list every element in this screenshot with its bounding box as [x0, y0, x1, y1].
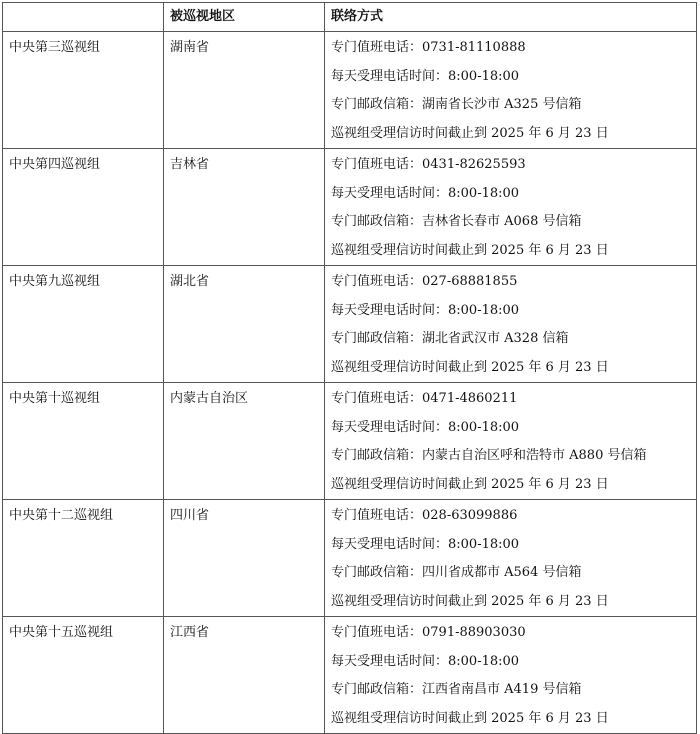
deadline-line: 巡视组受理信访时间截止到 2025 年 6 月 23 日 [331, 125, 609, 141]
group-name-cell: 中央第三巡视组 [3, 32, 164, 149]
hotline-line: 专门值班电话：0731-81110888 [331, 40, 526, 55]
group-name-cell: 中央第九巡视组 [3, 266, 164, 383]
table-row [3, 617, 697, 734]
region-cell: 四川省 [164, 500, 325, 617]
contact-cell [325, 617, 697, 734]
table-row [3, 149, 697, 266]
inspection-contact-table [2, 2, 697, 734]
phone-hours-line: 每天受理电话时间：8:00-18:00 [331, 536, 520, 552]
group-name-cell: 中央第十五巡视组 [3, 617, 164, 734]
region-cell: 吉林省 [164, 149, 325, 266]
table-row [3, 383, 697, 500]
region-cell: 内蒙古自治区 [164, 383, 325, 500]
deadline-line: 巡视组受理信访时间截止到 2025 年 6 月 23 日 [331, 359, 609, 375]
hotline-line: 专门值班电话：0791-88903030 [331, 625, 526, 640]
hotline-line: 专门值班电话：028-63099886 [331, 508, 518, 523]
group-name-cell: 中央第十二巡视组 [3, 500, 164, 617]
contact-cell [325, 32, 697, 149]
deadline-line: 巡视组受理信访时间截止到 2025 年 6 月 23 日 [331, 710, 609, 726]
header-contact: 联络方式 [325, 3, 697, 32]
phone-hours-line: 每天受理电话时间：8:00-18:00 [331, 653, 520, 669]
contact-cell [325, 500, 697, 617]
contact-cell [325, 383, 697, 500]
table-row [3, 500, 697, 617]
group-name-cell: 中央第四巡视组 [3, 149, 164, 266]
mailbox-line: 专门邮政信箱：湖北省武汉市 A328 信箱 [331, 331, 569, 346]
region-cell: 湖南省 [164, 32, 325, 149]
hotline-line: 专门值班电话：0431-82625593 [331, 157, 526, 172]
group-name-cell: 中央第十巡视组 [3, 383, 164, 500]
deadline-line: 巡视组受理信访时间截止到 2025 年 6 月 23 日 [331, 476, 609, 492]
region-cell: 湖北省 [164, 266, 325, 383]
table-header-row [3, 3, 697, 32]
mailbox-line: 专门邮政信箱：四川省成都市 A564 号信箱 [331, 565, 582, 580]
mailbox-line: 专门邮政信箱：湖南省长沙市 A325 号信箱 [331, 97, 582, 112]
contact-cell [325, 266, 697, 383]
table-row [3, 32, 697, 149]
mailbox-line: 专门邮政信箱：江西省南昌市 A419 号信箱 [331, 682, 582, 697]
contact-cell [325, 149, 697, 266]
hotline-line: 专门值班电话：0471-4860211 [331, 391, 518, 406]
table-row [3, 266, 697, 383]
deadline-line: 巡视组受理信访时间截止到 2025 年 6 月 23 日 [331, 242, 609, 258]
region-cell: 江西省 [164, 617, 325, 734]
mailbox-line: 专门邮政信箱：吉林省长春市 A068 号信箱 [331, 214, 582, 229]
deadline-line: 巡视组受理信访时间截止到 2025 年 6 月 23 日 [331, 593, 609, 609]
phone-hours-line: 每天受理电话时间：8:00-18:00 [331, 419, 520, 435]
phone-hours-line: 每天受理电话时间：8:00-18:00 [331, 302, 520, 318]
header-group [3, 3, 164, 32]
phone-hours-line: 每天受理电话时间：8:00-18:00 [331, 68, 520, 84]
header-region: 被巡视地区 [164, 3, 325, 32]
mailbox-line: 专门邮政信箱：内蒙古自治区呼和浩特市 A880 号信箱 [331, 448, 647, 463]
phone-hours-line: 每天受理电话时间：8:00-18:00 [331, 185, 520, 201]
hotline-line: 专门值班电话：027-68881855 [331, 274, 518, 289]
